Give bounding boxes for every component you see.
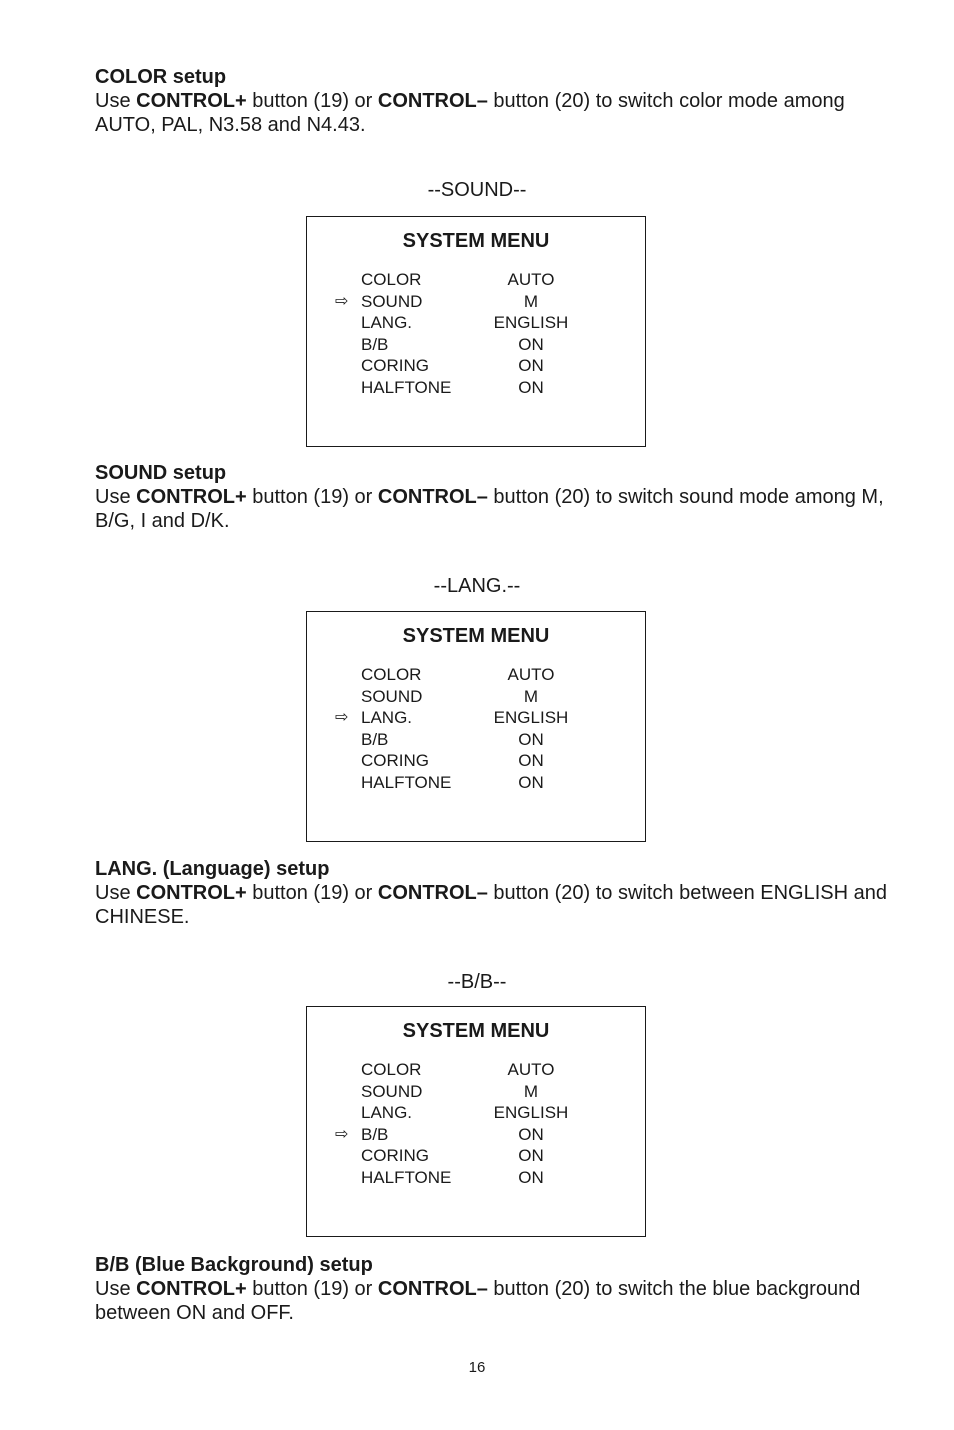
menu-item-label: HALFTONE xyxy=(361,772,452,792)
menu-item-value: ENGLISH xyxy=(493,313,569,333)
menu-item-value: ENGLISH xyxy=(493,1103,569,1123)
button-name: CONTROL– xyxy=(377,486,488,508)
menu-row-coring xyxy=(307,750,645,772)
menu-item-value: ON xyxy=(518,751,544,771)
menu-caption-lang: --LANG.-- xyxy=(433,575,521,597)
menu-item-label: CORING xyxy=(361,751,429,771)
menu-item-label: B/B xyxy=(361,1124,389,1144)
menu-item-value: ON xyxy=(518,334,544,354)
menu-row-color xyxy=(307,269,645,291)
menu-rows xyxy=(307,664,645,794)
menu-row-halftone xyxy=(307,772,645,794)
system-menu-lang xyxy=(306,611,646,842)
menu-item-label: SOUND xyxy=(361,686,423,706)
button-name: CONTROL– xyxy=(377,1278,488,1300)
section-body xyxy=(95,89,895,137)
outline-arrow-right-icon: ⇨ xyxy=(335,1125,349,1143)
menu-item-label: LANG. xyxy=(361,1103,413,1123)
menu-item-value: ON xyxy=(518,1124,544,1144)
menu-item-label: HALFTONE xyxy=(361,377,452,397)
page-number: 16 xyxy=(468,1359,486,1376)
menu-row-b-b xyxy=(307,334,645,356)
button-name: CONTROL– xyxy=(377,90,488,112)
menu-item-value: M xyxy=(523,1081,539,1101)
button-name: CONTROL+ xyxy=(136,90,247,112)
menu-row-color xyxy=(307,664,645,686)
menu-item-label: B/B xyxy=(361,334,389,354)
menu-row-b-b xyxy=(307,729,645,751)
body-text: Use xyxy=(95,90,137,112)
menu-caption-bb: --B/B-- xyxy=(447,971,507,993)
body-text: button (20) to switch sound mode among M, B/G, I and D/K. xyxy=(95,486,884,532)
menu-rows xyxy=(307,1059,645,1189)
body-text: button (20) to switch the blue background between ON and OFF. xyxy=(95,1278,861,1324)
menu-item-label: B/B xyxy=(361,729,389,749)
menu-item-value: ON xyxy=(518,772,544,792)
button-name: CONTROL+ xyxy=(136,486,247,508)
body-text: Use xyxy=(95,486,137,508)
menu-row-b-b xyxy=(307,1124,645,1146)
system-menu-sound xyxy=(306,216,646,447)
button-name: CONTROL+ xyxy=(136,882,247,904)
body-text: Use xyxy=(95,882,137,904)
menu-row-halftone xyxy=(307,377,645,399)
section-body xyxy=(95,881,895,929)
body-text: button (19) or xyxy=(246,90,378,112)
button-name: CONTROL+ xyxy=(136,1278,247,1300)
menu-row-coring xyxy=(307,1145,645,1167)
menu-item-label: COLOR xyxy=(361,1060,422,1079)
menu-title: SYSTEM MENU xyxy=(402,230,550,252)
menu-row-lang xyxy=(307,707,645,729)
section-heading: LANG. (Language) setup xyxy=(95,858,330,880)
menu-item-label: COLOR xyxy=(361,270,422,289)
menu-title: SYSTEM MENU xyxy=(402,1020,550,1042)
menu-item-label: CORING xyxy=(361,1146,429,1166)
menu-item-label: SOUND xyxy=(361,1081,423,1101)
section-body xyxy=(95,485,895,533)
menu-row-sound xyxy=(307,1081,645,1103)
section-heading: COLOR setup xyxy=(95,66,227,88)
menu-item-value: M xyxy=(523,686,539,706)
menu-item-label: LANG. xyxy=(361,313,413,333)
section-bb-setup xyxy=(95,1253,895,1325)
menu-row-lang xyxy=(307,1102,645,1124)
menu-caption-sound: --SOUND-- xyxy=(427,179,527,201)
menu-row-sound xyxy=(307,686,645,708)
menu-row-lang xyxy=(307,312,645,334)
menu-item-label: CORING xyxy=(361,356,429,376)
menu-row-sound xyxy=(307,291,645,313)
outline-arrow-right-icon: ⇨ xyxy=(335,292,349,310)
menu-item-value: ON xyxy=(518,356,544,376)
menu-item-value: M xyxy=(523,291,539,311)
menu-rows xyxy=(307,269,645,399)
menu-item-value: ON xyxy=(518,1167,544,1187)
menu-row-coring xyxy=(307,355,645,377)
menu-item-label: SOUND xyxy=(361,291,423,311)
body-text: button (19) or xyxy=(246,486,378,508)
section-heading: SOUND setup xyxy=(95,462,227,484)
menu-item-value: AUTO xyxy=(507,665,555,684)
menu-item-label: HALFTONE xyxy=(361,1167,452,1187)
body-text: button (20) to switch color mode among AUTO, PAL, N3.58 and N4.43. xyxy=(95,90,845,136)
section-sound-setup xyxy=(95,461,895,533)
menu-item-label: LANG. xyxy=(361,708,413,728)
outline-arrow-right-icon: ⇨ xyxy=(335,709,349,727)
menu-item-value: ON xyxy=(518,377,544,397)
body-text: button (19) or xyxy=(246,882,378,904)
menu-row-color xyxy=(307,1059,645,1081)
menu-title: SYSTEM MENU xyxy=(402,625,550,647)
section-lang-setup xyxy=(95,857,895,929)
menu-item-label: COLOR xyxy=(361,665,422,684)
body-text: Use xyxy=(95,1278,137,1300)
section-heading: B/B (Blue Background) setup xyxy=(95,1254,373,1276)
system-menu-bb xyxy=(306,1006,646,1237)
body-text: button (20) to switch between ENGLISH and CHINESE. xyxy=(95,882,887,928)
menu-item-value: AUTO xyxy=(507,1060,555,1079)
menu-item-value: ENGLISH xyxy=(493,708,569,728)
menu-item-value: AUTO xyxy=(507,270,555,289)
body-text: button (19) or xyxy=(246,1278,378,1300)
section-body xyxy=(95,1277,895,1325)
button-name: CONTROL– xyxy=(377,882,488,904)
menu-item-value: ON xyxy=(518,1146,544,1166)
menu-row-halftone xyxy=(307,1167,645,1189)
menu-item-value: ON xyxy=(518,729,544,749)
section-color-setup xyxy=(95,65,895,137)
